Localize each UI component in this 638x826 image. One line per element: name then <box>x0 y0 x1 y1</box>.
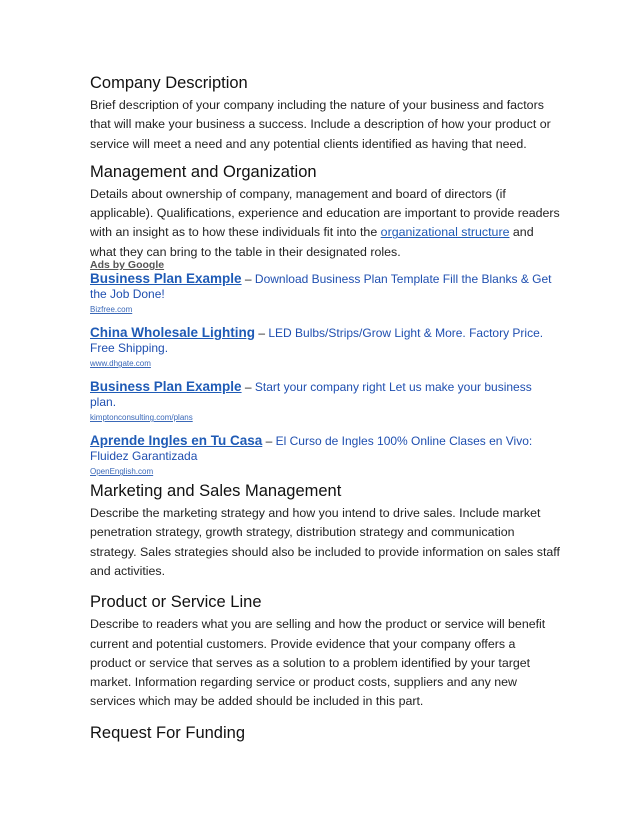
ad-item <box>90 433 560 478</box>
ad-title-link[interactable]: Business Plan Example <box>90 379 242 395</box>
section-heading: Marketing and Sales Management <box>90 482 342 501</box>
document-page <box>90 72 560 744</box>
ad-description: LED Bulbs/Strips/Grow Light & More. Factory Price. Free Shipping. <box>90 326 544 356</box>
section-management-organization <box>90 161 560 262</box>
section-paragraph: Describe the marketing strategy and how you intend to drive sales. Include market penetration strategy, growth strategy, distribution strategy and communication strategy. Sales strategies should also be included to provide information on sales staff and activities. <box>90 506 560 578</box>
paragraph-text: Details about ownership of company, management and board of directors (if applicable). Qualifications, experience and education are important to provide readers with an insight as to how these individuals fit into the <box>90 186 560 240</box>
ad-url-link[interactable]: OpenEnglish.com <box>90 467 154 477</box>
ad-dash: – <box>262 434 276 449</box>
ad-url-link[interactable]: www.dhgate.com <box>90 359 151 369</box>
section-company-description <box>90 72 560 154</box>
ad-description: El Curso de Ingles 100% Online Clases en Vivo: Fluidez Garantizada <box>90 434 533 464</box>
section-product-service-line <box>90 591 560 711</box>
ad-dash: – <box>241 380 255 395</box>
ad-item <box>90 271 560 316</box>
section-paragraph <box>90 185 560 262</box>
section-heading: Management and Organization <box>90 162 317 181</box>
section-heading: Company Description <box>90 74 248 92</box>
section-paragraph: Brief description of your company including the nature of your business and factors that will make your business a success. Include a description of how your product or service will meet a need and any potential clients identified as having that need. <box>90 98 551 151</box>
ad-item <box>90 325 560 370</box>
section-paragraph: Describe to readers what you are selling and how the product or service will benefit current and potential customers. Provide evidence that your company offers a product or service that serves as a solution to a problem identified by your target market. Information regarding service or product costs, suppliers and any new services which may be added should be included in this part. <box>90 617 546 709</box>
ad-dash: – <box>255 326 269 341</box>
ad-url-link[interactable]: Bizfree.com <box>90 305 133 315</box>
paragraph-text: and what they can bring to the table in their designated roles. <box>90 225 534 259</box>
ad-title-link[interactable]: Business Plan Example <box>90 271 242 287</box>
section-heading: Product or Service Line <box>90 593 262 612</box>
ad-description: Download Business Plan Template Fill the Blanks & Get the Job Done! <box>90 272 552 302</box>
ads-block <box>90 259 560 478</box>
section-request-for-funding <box>90 722 560 744</box>
ad-title-link[interactable]: China Wholesale Lighting <box>90 325 255 341</box>
ad-url-link[interactable]: kimptonconsulting.com/plans <box>90 413 193 423</box>
ad-title-link[interactable]: Aprende Ingles en Tu Casa <box>90 433 263 449</box>
section-marketing-sales <box>90 480 560 581</box>
ad-dash: – <box>241 272 255 287</box>
ad-description: Start your company right Let us make your business plan. <box>90 380 532 410</box>
ad-item <box>90 379 560 424</box>
ads-by-google-label[interactable]: Ads by Google <box>90 259 165 272</box>
organizational-structure-link[interactable]: organizational structure <box>380 225 510 240</box>
section-heading: Request For Funding <box>90 723 246 742</box>
